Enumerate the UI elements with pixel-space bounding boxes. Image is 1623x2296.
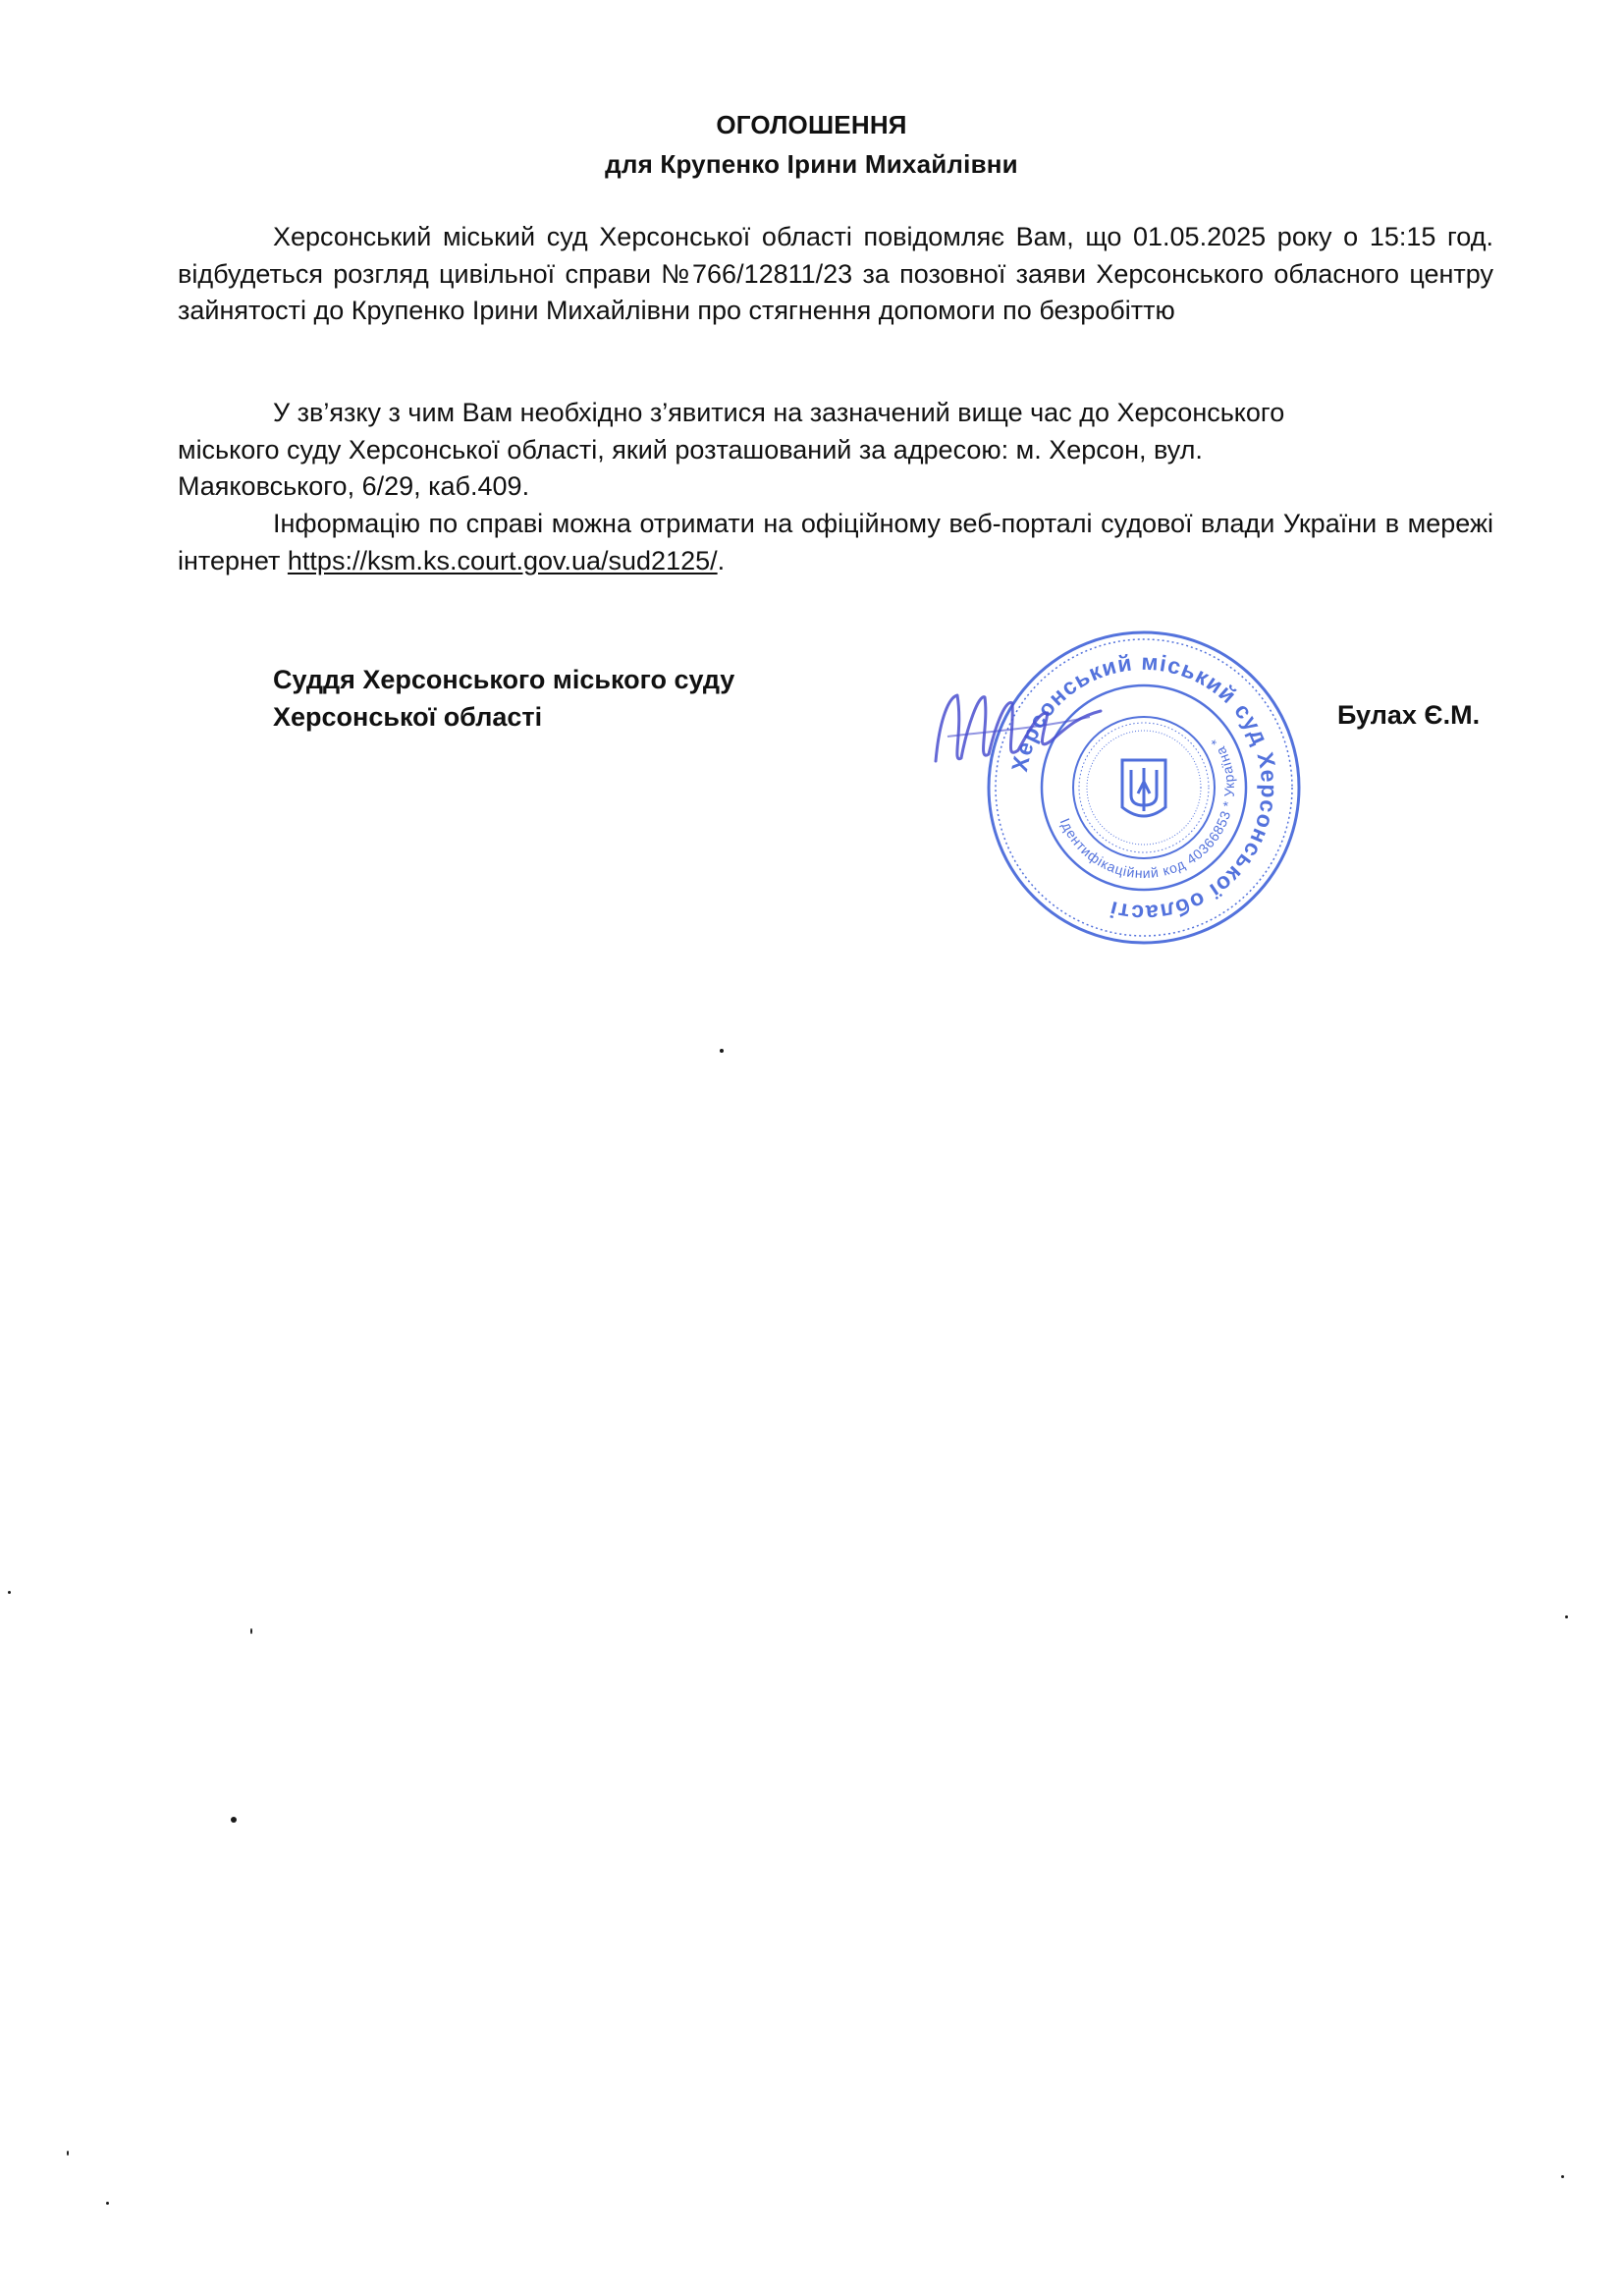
paragraph-appearance-line1: У зв’язку з чим Вам необхідно з’явитися на зазначений вище час до Херсонського	[273, 398, 1285, 427]
trident-icon	[1122, 760, 1165, 816]
scan-speck	[1565, 1615, 1568, 1618]
svg-text:Херсонський міський суд Херсон: Херсонський міський суд Херсонської області	[1006, 648, 1283, 927]
svg-text:Ідентифікаційний код 40366853: Ідентифікаційний код 40366853 * Україна *	[1056, 734, 1238, 882]
paragraph-appearance-line2: міського суду Херсонської області, який розташований за адресою: м. Херсон, вул.	[178, 434, 1203, 465]
scan-speck	[8, 1591, 11, 1594]
judge-title-line1: Суддя Херсонського міського суду	[273, 665, 735, 694]
paragraph-appearance-line3: Маяковського, 6/29, каб.409.	[178, 471, 530, 501]
judge-signature	[928, 678, 1109, 776]
court-seal	[977, 621, 1311, 955]
scan-speck	[1561, 2175, 1564, 2178]
scan-speck	[67, 2151, 69, 2156]
judge-name: Булах Є.М.	[1337, 700, 1481, 730]
scan-speck	[231, 1817, 237, 1823]
judge-title-line2: Херсонської області	[273, 702, 543, 732]
notice-addressee: для Крупенко Ірини Михайлівни	[605, 149, 1018, 179]
paragraph-info	[178, 506, 1493, 579]
scan-speck	[720, 1049, 724, 1053]
court-website-link[interactable]: https://ksm.ks.court.gov.ua/sud2125/	[287, 545, 718, 575]
paragraph-appearance	[178, 395, 1493, 506]
scan-speck	[250, 1628, 252, 1634]
paragraph-info-text: Інформацію по справі можна отримати на офіційному веб-порталі судової влади України в мережі інтернет	[178, 509, 1493, 575]
paragraph-info-end: .	[717, 545, 726, 575]
paragraph-hearing-notice: Херсонський міський суд Херсонської області повідомляє Вам, що 01.05.2025 року о 15:15 год. відбудеться розгляд цивільної справи №766/12811/23 за позовної заяви Херсонського обласного центру зайнятості до Крупенко Ірини Михайлівни про стягнення допомоги по безробіттю	[178, 222, 1493, 325]
judge-title	[273, 661, 734, 736]
notice-title: ОГОЛОШЕННЯ	[716, 110, 907, 139]
scan-speck	[106, 2202, 109, 2205]
